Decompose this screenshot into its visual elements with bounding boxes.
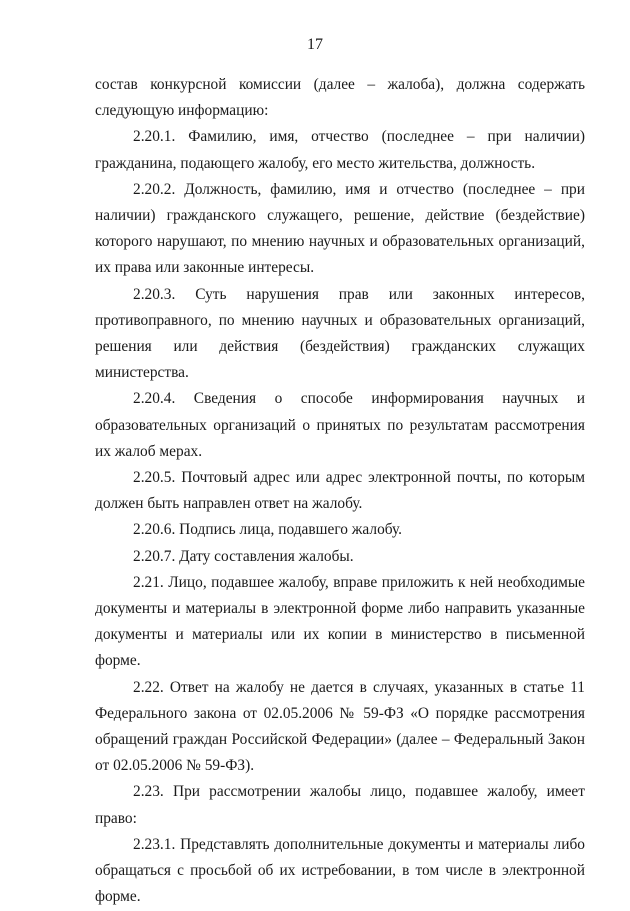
document-body [95, 72, 585, 911]
paragraph-2-23-1: 2.23.1. Представлять дополнительные документы и материалы либо обращаться с просьбой об их истребовании, в том числе в электронной форме. [95, 835, 585, 906]
page-number: 17 [307, 36, 323, 53]
paragraph-2-20-7: 2.20.7. Дату составления жалобы. [133, 547, 354, 565]
paragraph-2-20-2: 2.20.2. Должность, фамилию, имя и отчество (последнее – при наличии) гражданского служащего, решение, действие (бездействие) которого нарушают, по мнению научных и образовательных организаций, их права или законные интересы. [95, 180, 585, 277]
paragraph-2-20-1: 2.20.1. Фамилию, имя, отчество (последнее – при наличии) гражданина, подающего жалобу, его место жительства, должность. [95, 128, 585, 172]
paragraph-2-20-5: 2.20.5. Почтовый адрес или адрес электронной почты, по которым должен быть направлен ответ на жалобу. [95, 469, 585, 513]
paragraph-2-21: 2.21. Лицо, подавшее жалобу, вправе приложить к ней необходимые документы и материалы в электронной форме либо направить указанные документы и материалы или их копии в министерство в письменной форме. [95, 573, 585, 670]
paragraph-2-20-6: 2.20.6. Подпись лица, подавшего жалобу. [133, 521, 403, 539]
paragraph-2-20-4: 2.20.4. Сведения о способе информирования научных и образовательных организаций о принятых по результатам рассмотрения их жалоб мерах. [95, 390, 585, 460]
paragraph-2-22: 2.22. Ответ на жалобу не дается в случаях, указанных в статье 11 Федерального закона от 02.05.2006 № 59-ФЗ «О порядке рассмотрения обращений граждан Российской Федерации» (далее – Федеральный Закон от 02.05.2006 № 59-ФЗ). [95, 678, 585, 775]
paragraph-2-23: 2.23. При рассмотрении жалобы лицо, подавшее жалобу, имеет право: [95, 783, 585, 827]
paragraph-continuation: состав конкурсной комиссии (далее – жалоба), должна содержать следующую информацию: [95, 76, 585, 120]
paragraph-2-20-3: 2.20.3. Суть нарушения прав или законных интересов, противоправного, по мнению научных и образовательных организаций, решения или действия (бездействия) гражданских служащих министерства. [95, 285, 585, 382]
